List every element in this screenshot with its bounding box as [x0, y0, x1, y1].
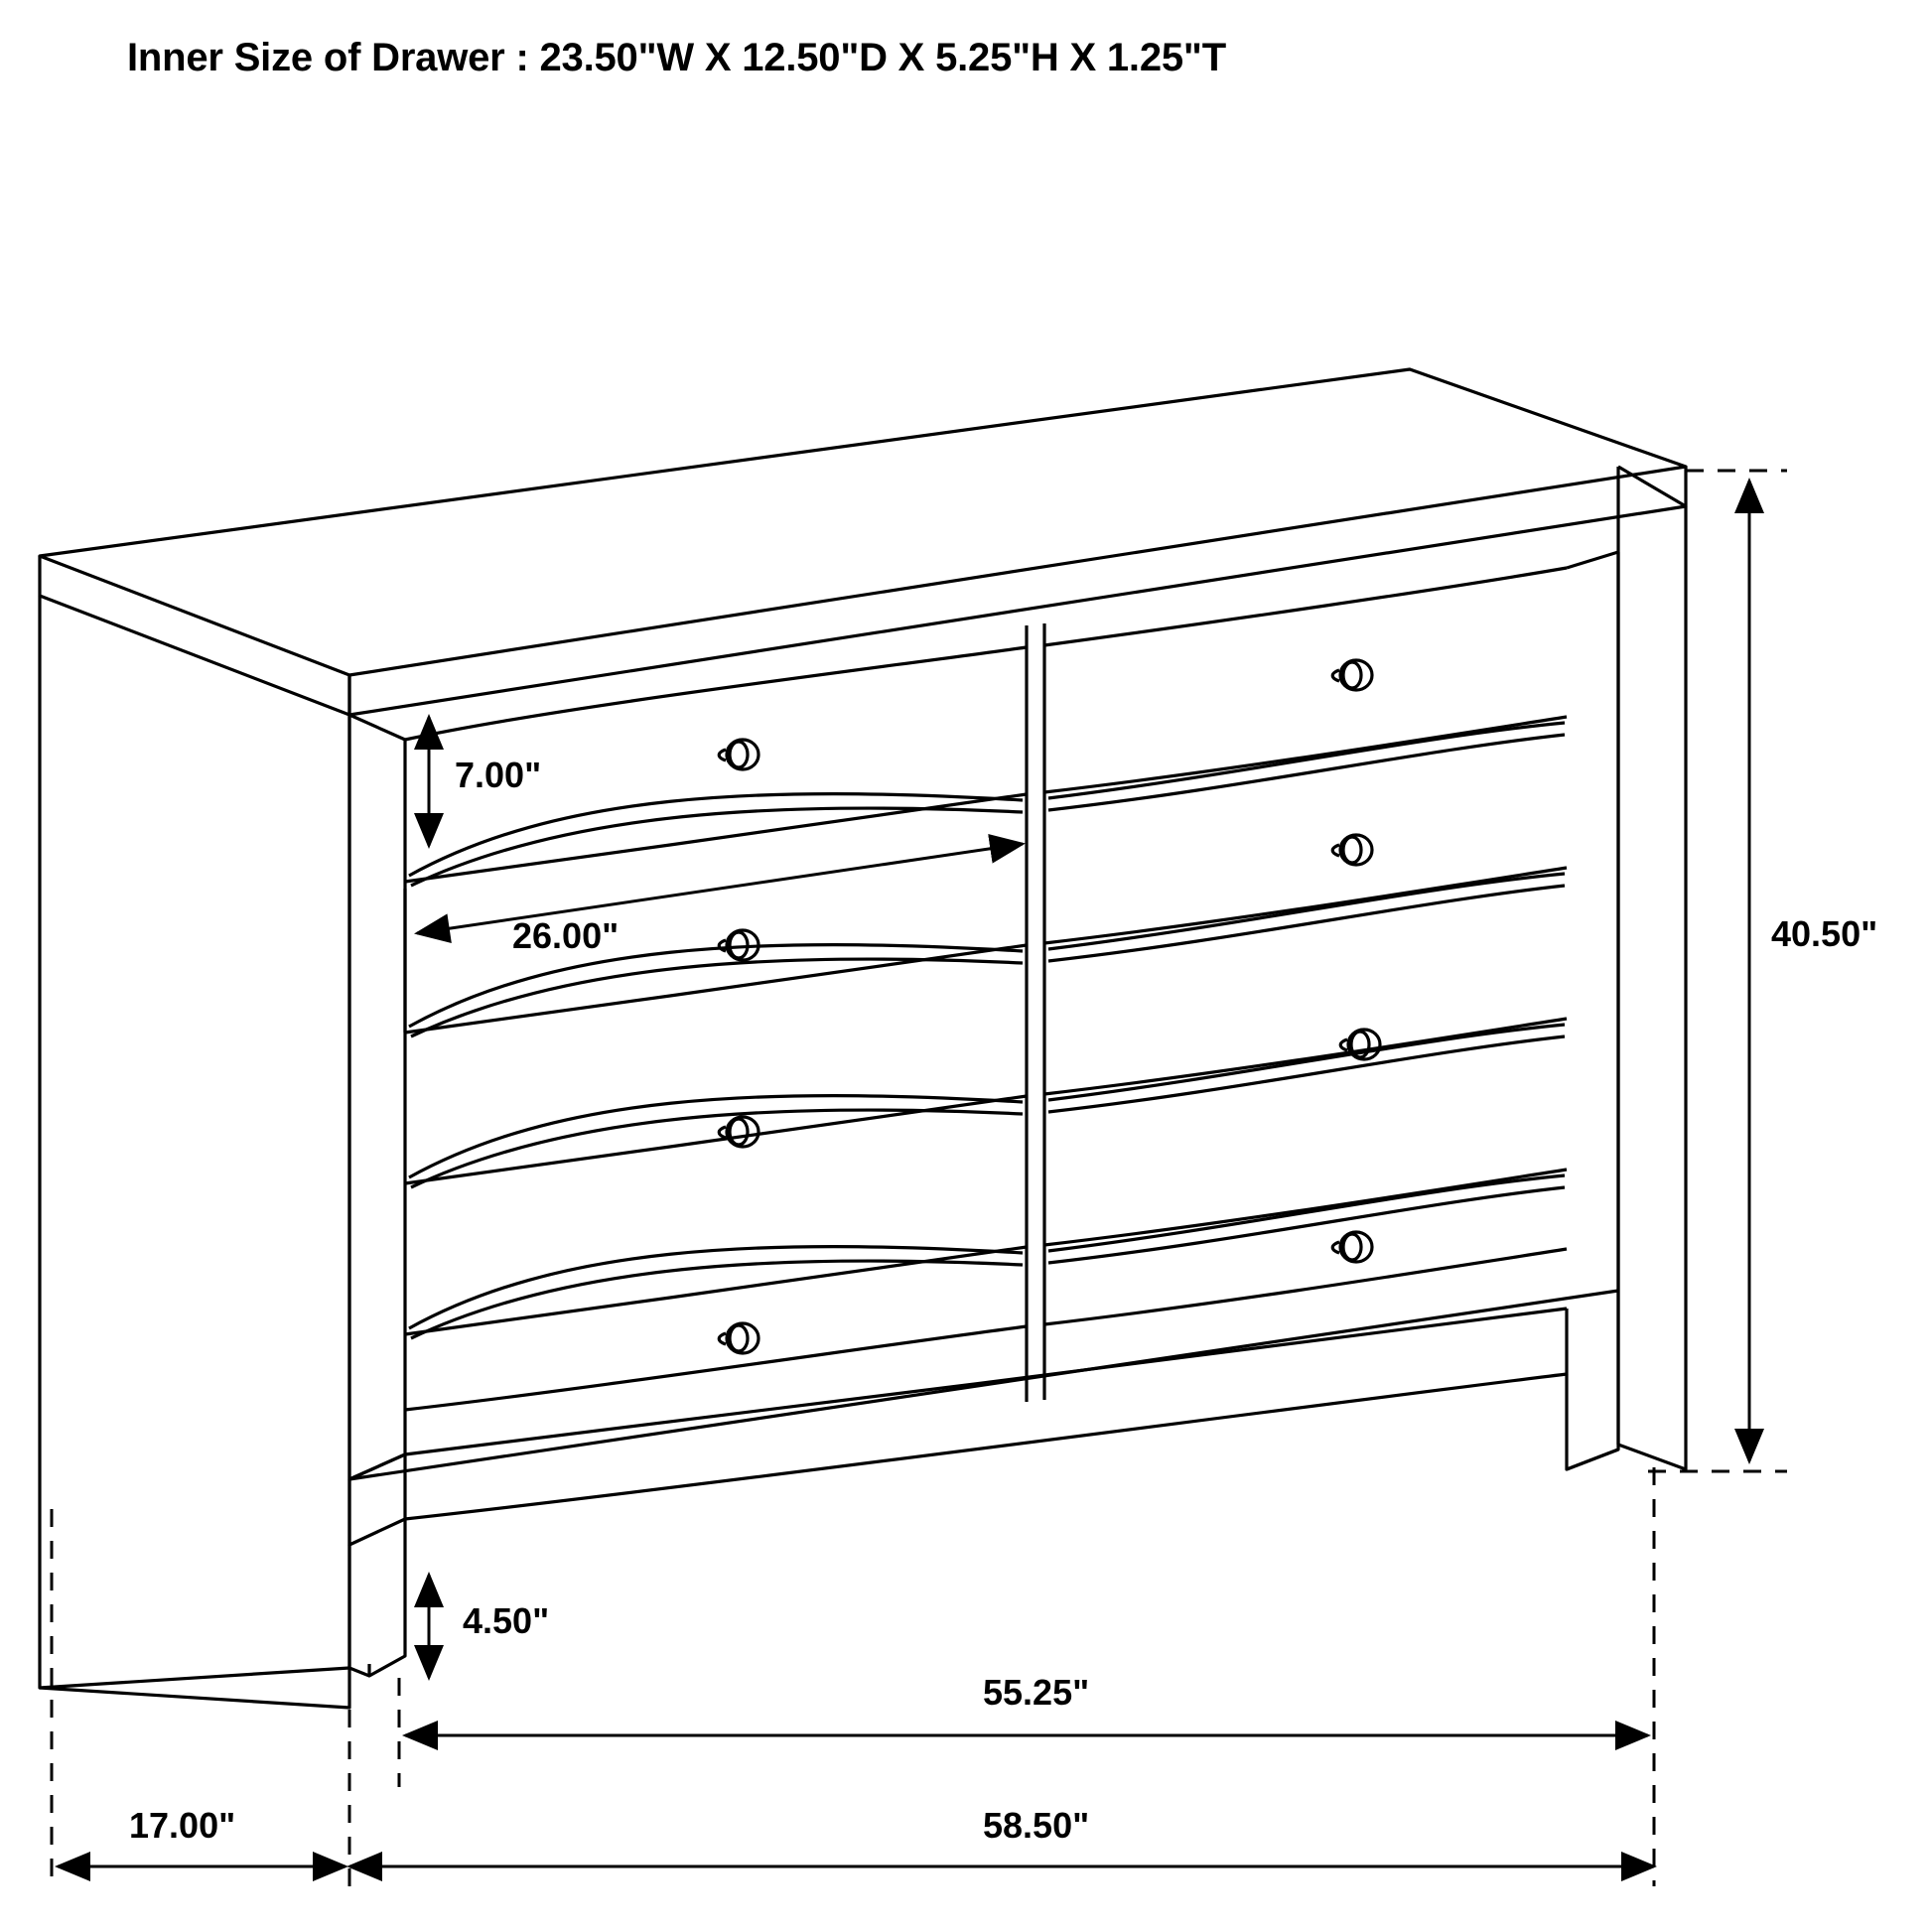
dim-label-depth: 17.00" — [129, 1805, 236, 1846]
dim-label-leg-height: 4.50" — [463, 1600, 550, 1641]
dim-line-drawer-width — [417, 844, 1023, 933]
page-title: Inner Size of Drawer : 23.50"W X 12.50"D X 5.25"H X 1.25"T — [127, 36, 1226, 79]
dim-label-base-width: 55.25" — [983, 1672, 1090, 1713]
dresser-body — [40, 369, 1686, 1708]
dim-label-drawer-width: 26.00" — [512, 915, 620, 956]
dim-label-total-height: 40.50" — [1771, 913, 1878, 954]
dim-label-total-width: 58.50" — [983, 1805, 1090, 1846]
dim-label-drawer-height: 7.00" — [455, 755, 542, 795]
